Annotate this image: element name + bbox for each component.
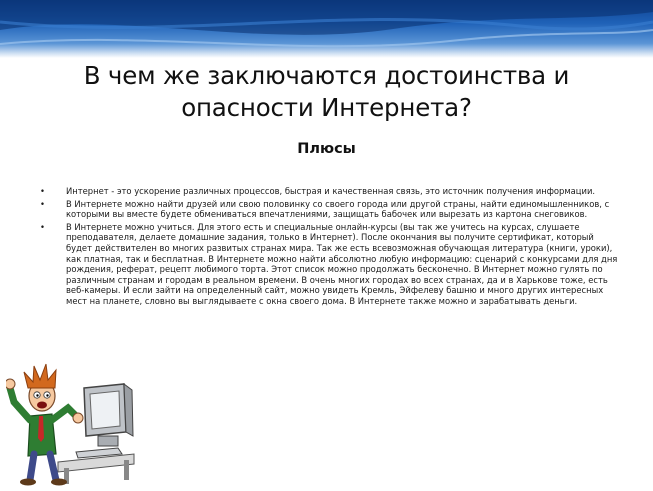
bullet-text: В Интернете можно учиться. Для этого есть и специальные онлайн-курсы (вы так же учитесь на курсах, слушаете преподавателя, делаете домашние задания, только в Интернет). После окончания вы получите сертификат, который будет действителен во многих развитых странах мира. Так же есть всевозможная обучающая литература (книги, уроки), как платная, так и бесплатная. В Интернете можно найти абсолютно любую информацию: сценарий с конкурсами для дня рождения, реферат, рецепт любимого торта. Этот список можно продолжать бесконечно. В Интернет можно гулять по различным странам и городам в реальном времени. В очень многих городах во всех странах, да и в Харькове тоже, есть веб-камеры. И если зайти на определенный сайт, можно увидеть Кремль, Эйфелеву башню и много других интересных мест на планете, словно вы выглядываете с окна своего дома. В Интернете также можно и зарабатывать деньги. xyxy=(66,221,618,306)
list-item xyxy=(40,199,620,220)
slide-title: В чем же заключаются достоинства и опасности Интернета? xyxy=(83,61,570,122)
header-banner xyxy=(0,0,653,58)
bullet-list xyxy=(40,186,620,309)
bullet-dot: • xyxy=(40,186,45,196)
bullet-text: В Интернете можно найти друзей или свою половинку со своего города или другой страны, найти единомышленников, с которыми вы вместе будете обмениваться впечатлениями, защищать бабочек или вырезать из картона снеговиков. xyxy=(66,198,610,220)
bullet-dot: • xyxy=(40,198,45,209)
bullet-text: Интернет - это ускорение различных процессов, быстрая и качественная связь, это источник получения информации. xyxy=(66,186,596,196)
cartoon-man-computer-icon xyxy=(6,358,136,491)
list-item xyxy=(40,186,620,197)
slide-subtitle: Плюсы xyxy=(297,141,356,157)
bullet-dot: • xyxy=(40,221,45,232)
list-item xyxy=(40,222,620,307)
banner-wave-decoration xyxy=(0,0,653,58)
